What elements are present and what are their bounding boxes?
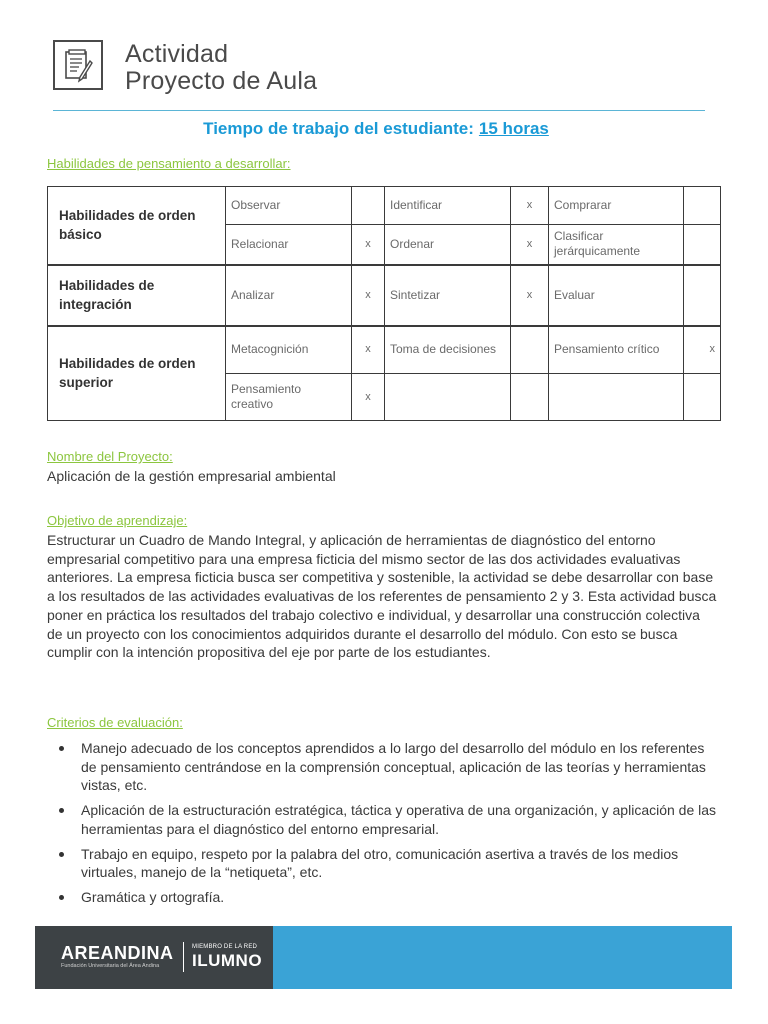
skill-cell: Relacionar: [226, 225, 352, 265]
document-pen-icon: [53, 40, 103, 90]
skill-mark: x: [684, 326, 721, 374]
skill-cell: Evaluar: [549, 265, 684, 326]
skills-section-label: Habilidades de pensamiento a desarrollar:: [47, 156, 291, 171]
objective-label: Objetivo de aprendizaje:: [47, 513, 188, 528]
objective-text: Estructurar un Cuadro de Mando Integral, y aplicación de herramientas de diagnóstico del entorno empresarial competitivo para una empresa ficticia del mismo sector de las dos actividades evaluativas anteriores. La empresa ficticia busca ser competitiva y sostenible, la actividad se debe desarrollar con base a los resultados de las actividades evaluativas de los referentes de pensamiento 2 y 3. Esta actividad busca poner en práctica los resultados del trabajo colectivo e individual, y desarrollar una construcción colectiva de un proyecto con los conocimientos adquiridos durante el desarrollo del módulo. Con esto se busca cumplir con la intención propositiva del eje por parte de los estudiantes.: [47, 532, 717, 661]
skill-mark: x: [352, 265, 385, 326]
footer-brand-panel: [35, 926, 273, 989]
skill-mark: x: [352, 374, 385, 421]
skills-table: [47, 186, 721, 421]
skill-mark: [684, 265, 721, 326]
skill-cell: Identificar: [385, 187, 511, 225]
criteria-list: [47, 739, 717, 913]
network-caption: MIEMBRO DE LA RED: [192, 944, 258, 950]
header-divider: [53, 110, 705, 111]
work-time-value: 15 horas: [478, 119, 549, 138]
areandina-subtitle: Fundación Universitaria del Área Andina: [61, 963, 160, 969]
ilumno-logo: ILUMNO: [192, 951, 263, 970]
skill-mark-empty: [684, 374, 721, 421]
skill-cell: Pensamiento crítico: [549, 326, 684, 374]
list-item: Aplicación de la estructuración estratégica, táctica y operativa de una organización, y aplicación de las herramientas para el diagnóstico del entorno empresarial.: [47, 801, 717, 838]
skill-mark: [511, 326, 549, 374]
skill-mark: x: [511, 225, 549, 265]
skill-group-basic: Habilidades de orden básico: [48, 187, 226, 265]
skill-mark: x: [352, 326, 385, 374]
work-time: [0, 119, 752, 139]
footer-separator: [183, 942, 184, 972]
list-item: Trabajo en equipo, respeto por la palabra del otro, comunicación asertiva a través de los medios virtuales, manejo de la “netiqueta”, etc.: [47, 845, 717, 882]
skill-cell: Clasificar jerárquicamente: [549, 225, 684, 265]
page-title-line1: Actividad: [125, 40, 229, 68]
skill-cell: Ordenar: [385, 225, 511, 265]
skill-cell: Pensamiento creativo: [226, 374, 352, 421]
skill-cell-empty: [385, 374, 511, 421]
skill-mark: [684, 225, 721, 265]
areandina-logo: AREANDINA: [61, 943, 174, 963]
skill-cell: Observar: [226, 187, 352, 225]
skill-mark: x: [511, 265, 549, 326]
skill-mark: [684, 187, 721, 225]
project-label: Nombre del Proyecto:: [47, 449, 173, 464]
criteria-label: Criterios de evaluación:: [47, 715, 183, 730]
skill-group-superior: Habilidades de orden superior: [48, 326, 226, 421]
skill-mark: [352, 187, 385, 225]
skill-cell: Toma de decisiones: [385, 326, 511, 374]
skill-cell: Comprarar: [549, 187, 684, 225]
skill-mark: x: [352, 225, 385, 265]
skill-mark: x: [511, 187, 549, 225]
page-title-line2: Proyecto de Aula: [125, 67, 318, 95]
skill-mark-empty: [511, 374, 549, 421]
skill-cell: Sintetizar: [385, 265, 511, 326]
list-item: Gramática y ortografía.: [47, 888, 717, 907]
skill-cell: Analizar: [226, 265, 352, 326]
list-item: Manejo adecuado de los conceptos aprendidos a lo largo del desarrollo del módulo en los referentes de pensamiento centrándose en la comprensión conceptual, aplicación de las teorías y herramientas vistas, etc.: [47, 739, 717, 795]
skill-cell: Metacognición: [226, 326, 352, 374]
footer-blue-band: [273, 926, 732, 989]
work-time-label: Tiempo de trabajo del estudiante:: [203, 119, 474, 138]
skill-group-integration: Habilidades de integración: [48, 265, 226, 326]
project-name: Aplicación de la gestión empresarial ambiental: [47, 468, 336, 484]
skill-cell-empty: [549, 374, 684, 421]
